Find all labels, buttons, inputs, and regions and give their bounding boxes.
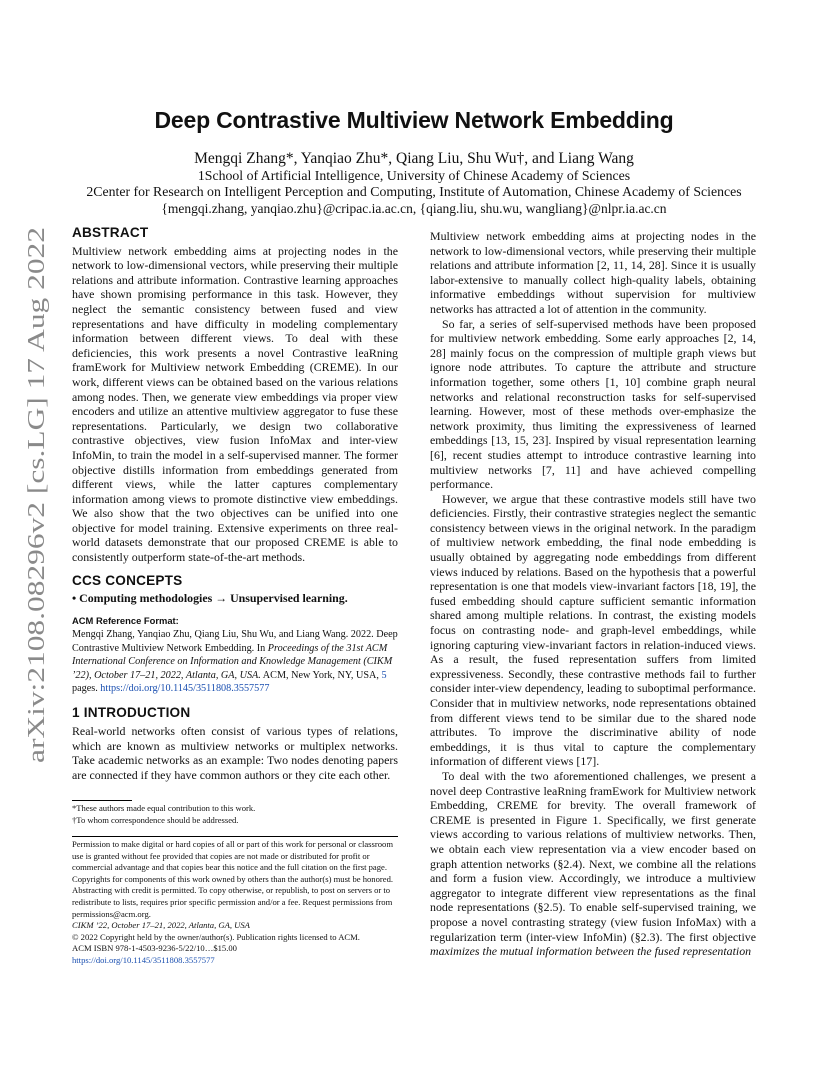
author-emails: {mengqi.zhang, yanqiao.zhu}@cripac.ia.ac.cn, {qiang.liu, shu.wu, wangliang}@nlpr.ia.ac.cn <box>161 201 667 216</box>
footnote-equal-contribution: *These authors made equal contribution to this work. <box>72 803 256 813</box>
acm-reference-venue: Proceedings of the 31st ACM International Conference on Information and Knowledge Management (CIKM ’22), October 17–21, 2022, Atlanta, GA, USA. <box>72 642 393 681</box>
arxiv-stamp <box>6 225 56 765</box>
isbn-line: ACM ISBN 978-1-4503-9236-5/22/10…$15.00 <box>72 943 237 954</box>
footnote-rule <box>72 800 132 801</box>
ccs-concepts: • Computing methodologies → Unsupervised learning. <box>72 591 348 606</box>
conference-venue: CIKM ’22, October 17–21, 2022, Atlanta, GA, USA <box>72 920 250 931</box>
acm-reference-heading: ACM Reference Format: <box>72 614 179 626</box>
permission-block <box>72 839 398 967</box>
intro-paragraph-4 <box>430 769 756 959</box>
intro-paragraph-4-text: To deal with the two aforementioned challenges, we present a novel deep Contrastive leaRning framEwork for Multiview network Embedding, CREME for brevity. The overall framework of CREME is presented in Figure 1. Specifically, we first generate views according to various relations of multiview networks. Then, we obtain each view representation via a view encoder based on graph attention networks (§2.4). Next, we combine all the relations and form a fusion view. Accordingly, we introduce a multiview aggregator to integrate different view representations as the final node representations (§2.5). To enable self-supervised training, we propose a novel contrasting strategy (view fusion InfoMax) with a regularization term (inter-view InfoMin) (§2.3). The first objective <box>430 768 756 944</box>
left-column <box>72 226 398 782</box>
abstract-text: Multiview network embedding aims at projecting nodes in the network to low-dimensional vectors, while preserving their multiple relations and attribute information. Contrastive learning approaches have shown promising performance in this task. However, they neglect the semantic consistency between fused and view representations and have difficulty in modeling complementary information between different views. To deal with these deficiencies, this work presents a novel Contrastive leaRning framEwork for Multiview network Embedding (CREME). In our work, different views can be obtained based on the various relations among nodes. Then, we generate view embeddings via proper view encoders and utilize an attentive multiview aggregator to fuse these representations. Particularly, we design two collaborative contrastive objectives, view fusion InfoMax and inter-view InfoMin, to train the model in a self-supervised manner. The former objective distills information from embeddings generated from different views, while the latter captures complementary information among views to promote distinctive view embeddings. We also show that the two objectives can be unified into one objective for model training. Extensive experiments on three real-world datasets demonstrate that our proposed CREME is able to consistently outperform state-of-the-art methods. <box>72 243 398 565</box>
abstract-heading: ABSTRACT <box>72 225 149 240</box>
affiliation-1: 1School of Artificial Intelligence, University of Chinese Academy of Sciences <box>197 168 631 183</box>
intro-paragraph-1: Multiview network embedding aims at projecting nodes in the network to low-dimensional vectors, while preserving their multiple relations and attribute information [2, 11, 14, 28]. Since it is usually labor-extensive to manually collect high-quality labels, obtaining informative embeddings without supervision for multiview networks has attracted a lot of attention in the community. <box>430 229 756 316</box>
footnote-correspondence: †To whom correspondence should be addressed. <box>72 814 239 825</box>
permission-text: Permission to make digital or hard copies of all or part of this work for personal or classroom use is granted without fee provided that copies are not made or distributed for profit or commercial advantage and that copies bear this notice and the full citation on the first page. Copyrights for components of this work owned by others than the author(s) must be honored. Abstracting with credit is permitted. To copy otherwise, or republish, to post on servers or to redistribute to lists, requires prior specific permission and/or a fee. Request permissions from permissions@acm.org. <box>72 839 394 919</box>
ccs-heading: CCS CONCEPTS <box>72 572 183 588</box>
intro-paragraph-4-italic: maximizes the mutual information between the fused representation <box>430 944 752 959</box>
footnotes <box>72 803 398 826</box>
acm-reference-authors: Mengqi Zhang, Yanqiao Zhu, Qiang Liu, Shu Wu, and Liang Wang. 2022. Deep Contrastive Multiview Network Embedding. In <box>72 629 398 654</box>
right-column <box>430 229 756 959</box>
doi-link[interactable]: https://doi.org/10.1145/3511808.3557577 <box>100 683 270 695</box>
acm-reference <box>72 628 398 695</box>
permission-rule <box>72 836 398 837</box>
arxiv-stamp-text: arXiv:2108.08296v2 [cs.LG] 17 Aug 2022 <box>23 345 50 763</box>
introduction-heading: 1 INTRODUCTION <box>72 705 191 721</box>
intro-paragraph-3: However, we argue that these contrastive models still have two deficiencies. Firstly, their contrastive strategies neglect the semantic consistency between views in the original network. In the paradigm of multiview network embedding, the final node embedding is usually obtained by aggregating node embeddings from different views induced by relations. Based on the hypothesis that a powerful representation is one that models view-invariant factors [18, 19], the fused embedding should capture sufficient semantic information shared among multiple relations. In contrast, the existing models focus on contrasting node- and graph-level embeddings, while ignoring capturing view-invariant factors in relation-induced views. As a result, the fused representation suffers from limited expressiveness. Secondly, these contrastive methods fail to further consider inter-view dependency, leading to suboptimal performance. Consider that in multiview networks, node representations obtained from different views tend to be similar due to the shared node attributes. To improve the discriminative ability of node embeddings, it is thus vital to capture the complementary information of different views [17]. <box>430 491 756 769</box>
introduction-text: Real-world networks often consist of various types of relations, which are known as multiview networks or multiplex networks. Take academic networks as an example: Two nodes denoting papers are connected if they have common authors or they cite each other. <box>72 724 398 782</box>
acm-reference-pages: pages. <box>72 683 101 695</box>
intro-paragraph-2: So far, a series of self-supervised methods have been proposed for multiview network embedding. Some early approaches [2, 14, 28] mainly focus on the compression of multiple graph views but ignore node attributes. To capture the attribute and structure information together, some others [1, 10] combine graph neural networks and relational reconstruction tasks for self-supervised learning. However, most of these methods over-emphasize the network proximity, thus limiting the expressiveness of learned embeddings [13, 15, 23]. Inspired by visual representation learning [6], recent studies attempt to introduce contrastive learning into multiview networks [7, 11] and have achieved compelling performance. <box>430 316 756 492</box>
author-list: Mengqi Zhang*, Yanqiao Zhu*, Qiang Liu, Shu Wu†, and Liang Wang <box>194 150 634 167</box>
paper-title: Deep Contrastive Multiview Network Embedding <box>154 107 674 133</box>
affiliation-2: 2Center for Research on Intelligent Perception and Computing, Institute of Automation, Chinese Academy of Sciences <box>86 184 742 199</box>
copyright-line: © 2022 Copyright held by the owner/author(s). Publication rights licensed to ACM. <box>72 931 360 942</box>
pages-link[interactable]: 5 <box>381 669 387 681</box>
acm-reference-publisher: ACM, New York, NY, USA, <box>260 669 382 681</box>
permission-doi-link[interactable]: https://doi.org/10.1145/3511808.3557577 <box>72 954 215 965</box>
